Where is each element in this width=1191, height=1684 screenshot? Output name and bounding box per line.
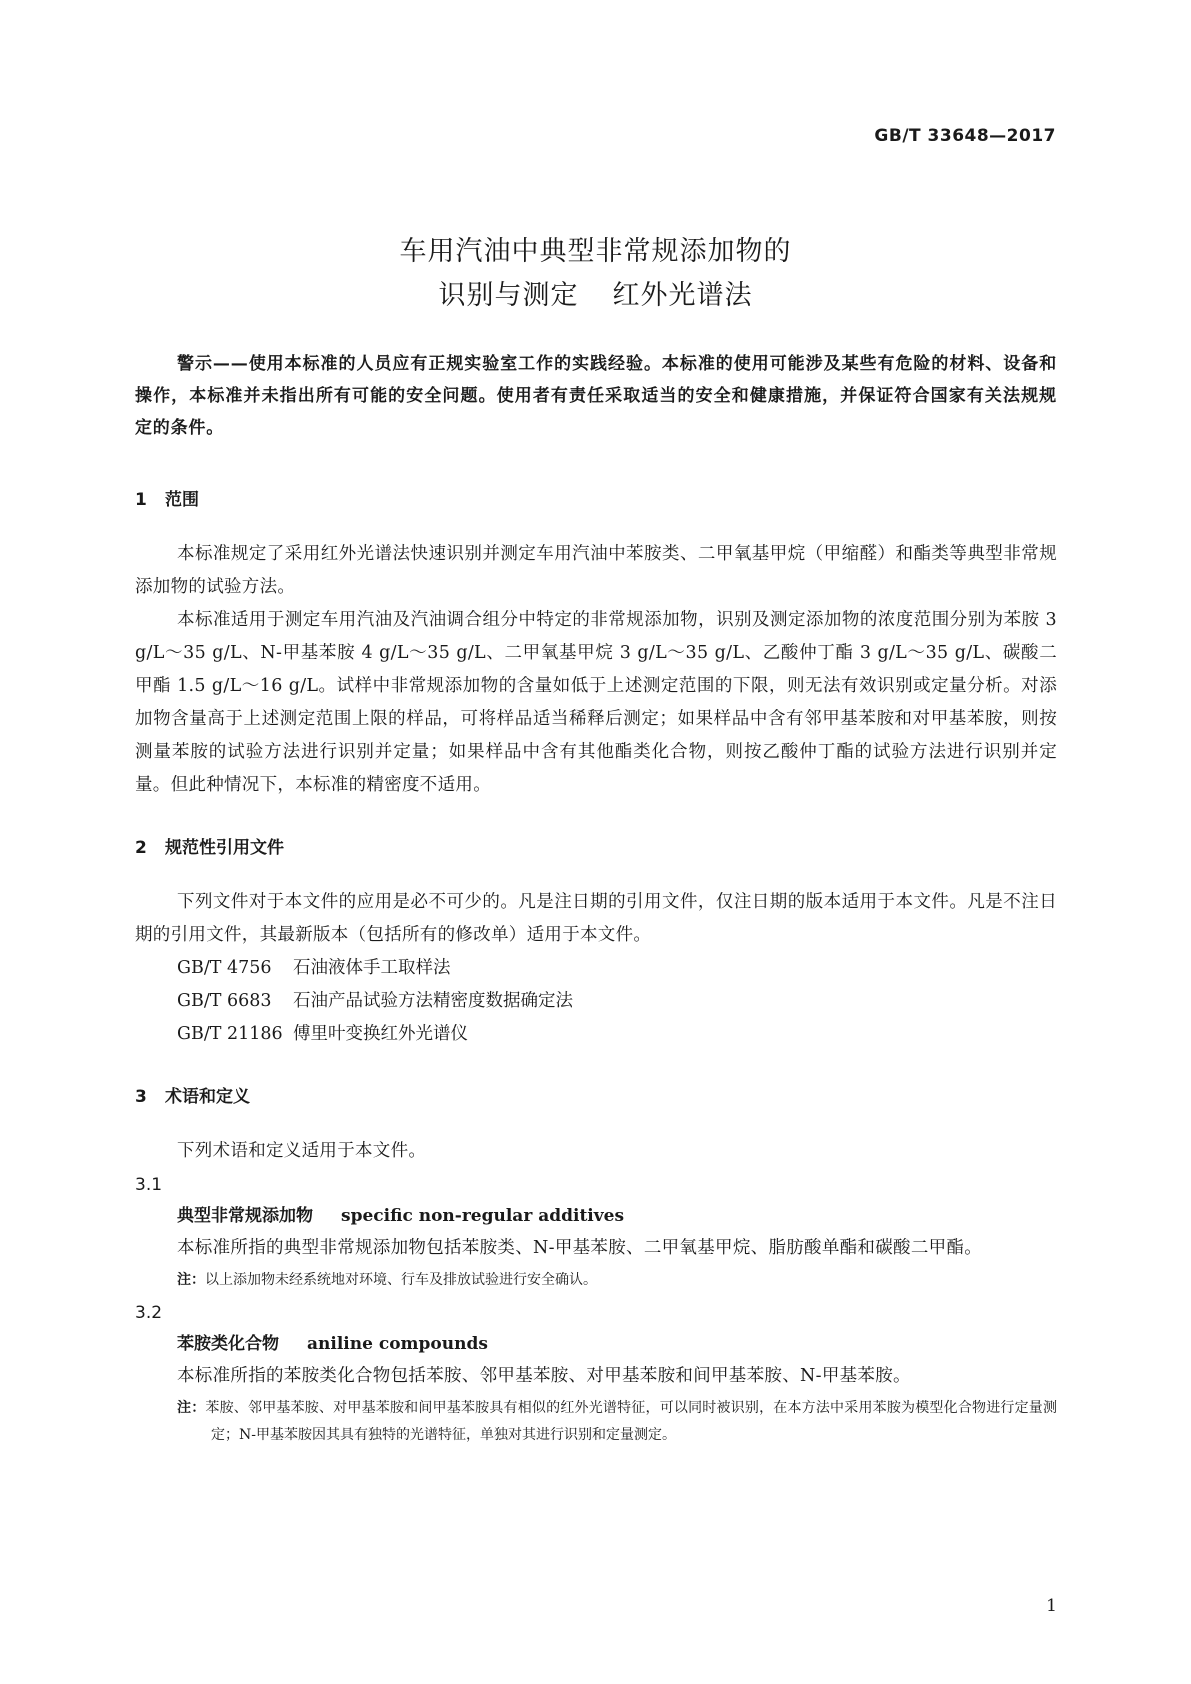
title-line-2-part-1: 识别与测定	[438, 280, 579, 311]
term-name	[135, 1200, 1057, 1232]
section-heading	[135, 484, 1057, 516]
term-name-en: specific non-regular additives	[341, 1206, 625, 1226]
term-name-en: aniline compounds	[307, 1334, 488, 1354]
term-entry	[135, 1170, 1057, 1294]
title-line-2	[0, 274, 1191, 318]
note-label: 注：	[177, 1400, 206, 1416]
reference-item	[135, 1018, 1057, 1051]
section-number: 2	[135, 838, 147, 858]
term-number: 3.2	[135, 1303, 163, 1323]
term-note	[135, 1267, 1057, 1294]
reference-title: 石油液体手工取样法	[293, 958, 451, 978]
section-title: 规范性引用文件	[165, 838, 284, 858]
section-number: 1	[135, 490, 147, 510]
section-title: 范围	[165, 490, 199, 510]
title-line-2-part-2: 红外光谱法	[612, 280, 753, 311]
references-intro: 下列文件对于本文件的应用是必不可少的。凡是注日期的引用文件，仅注日期的版本适用于本文件。凡是不注日期的引用文件，其最新版本（包括所有的修改单）适用于本文件。	[135, 892, 1057, 945]
reference-code: GB/T 6683	[177, 991, 272, 1011]
reference-item	[135, 952, 1057, 985]
note-text: 以上添加物未经系统地对环境、行车及排放试验进行安全确认。	[205, 1272, 597, 1288]
term-name-zh: 典型非常规添加物	[177, 1206, 313, 1226]
reference-code: GB/T 21186	[177, 1024, 283, 1044]
reference-list	[135, 952, 1057, 1051]
section-title: 术语和定义	[165, 1087, 250, 1107]
document-body	[135, 348, 1057, 1479]
term-entry	[135, 1298, 1057, 1449]
section-heading	[135, 832, 1057, 864]
term-number: 3.1	[135, 1175, 163, 1195]
page-number: 1	[1046, 1596, 1057, 1616]
section-normative-references	[135, 832, 1057, 1051]
document-title	[0, 230, 1191, 318]
standard-number: GB/T 33648—2017	[874, 126, 1056, 146]
term-definition: 本标准所指的典型非常规添加物包括苯胺类、N-甲基苯胺、二甲氧基甲烷、脂肪酸单酯和碳酸二甲酯。	[177, 1238, 983, 1258]
scope-paragraph-2: 本标准适用于测定车用汽油及汽油调合组分中特定的非常规添加物，识别及测定添加物的浓度范围分别为苯胺 3 g/L～35 g/L、N-甲基苯胺 4 g/L～35 g/L、二甲氧基甲烷 3 g/L～35 g/L、乙酸仲丁酯 3 g/L～35 g/L、碳酸二甲酯 1.5 g/L～16 g/L。试样中非常规添加物的含量如低于上述测定范围的下限，则无法有效识别或定量分析。对添加物含量高于上述测定范围上限的样品，可将样品适当稀释后测定；如果样品中含有邻甲基苯胺和对甲基苯胺，则按测量苯胺的试验方法进行识别并定量；如果样品中含有其他酯类化合物，则按乙酸仲丁酯的试验方法进行识别并定量。但此种情况下，本标准的精密度不适用。	[135, 610, 1057, 795]
reference-title: 傅里叶变换红外光谱仪	[293, 1024, 468, 1044]
section-number: 3	[135, 1087, 147, 1107]
terms-intro: 下列术语和定义适用于本文件。	[177, 1141, 427, 1161]
title-line-1: 车用汽油中典型非常规添加物的	[399, 236, 792, 267]
warning-paragraph: 警示——使用本标准的人员应有正规实验室工作的实践经验。本标准的使用可能涉及某些有危险的材料、设备和操作，本标准并未指出所有可能的安全问题。使用者有责任采取适当的安全和健康措施，并保证符合国家有关法规规定的条件。	[135, 354, 1057, 438]
note-text: 苯胺、邻甲基苯胺、对甲基苯胺和间甲基苯胺具有相似的红外光谱特征，可以同时被识别，在本方法中采用苯胺为模型化合物进行定量测定；N-甲基苯胺因其具有独特的光谱特征，单独对其进行识别和定量测定。	[205, 1400, 1058, 1443]
term-name-zh: 苯胺类化合物	[177, 1334, 279, 1354]
scope-paragraph-1: 本标准规定了采用红外光谱法快速识别并测定车用汽油中苯胺类、二甲氧基甲烷（甲缩醛）和酯类等典型非常规添加物的试验方法。	[135, 544, 1057, 597]
reference-item	[135, 985, 1057, 1018]
reference-code: GB/T 4756	[177, 958, 272, 978]
reference-title: 石油产品试验方法精密度数据确定法	[293, 991, 573, 1011]
section-terms-definitions	[135, 1081, 1057, 1449]
term-definition: 本标准所指的苯胺类化合物包括苯胺、邻甲基苯胺、对甲基苯胺和间甲基苯胺、N-甲基苯胺。	[177, 1366, 911, 1386]
term-note	[135, 1395, 1057, 1449]
section-heading	[135, 1081, 1057, 1113]
note-label: 注：	[177, 1272, 205, 1288]
section-scope	[135, 484, 1057, 802]
term-name	[135, 1328, 1057, 1360]
